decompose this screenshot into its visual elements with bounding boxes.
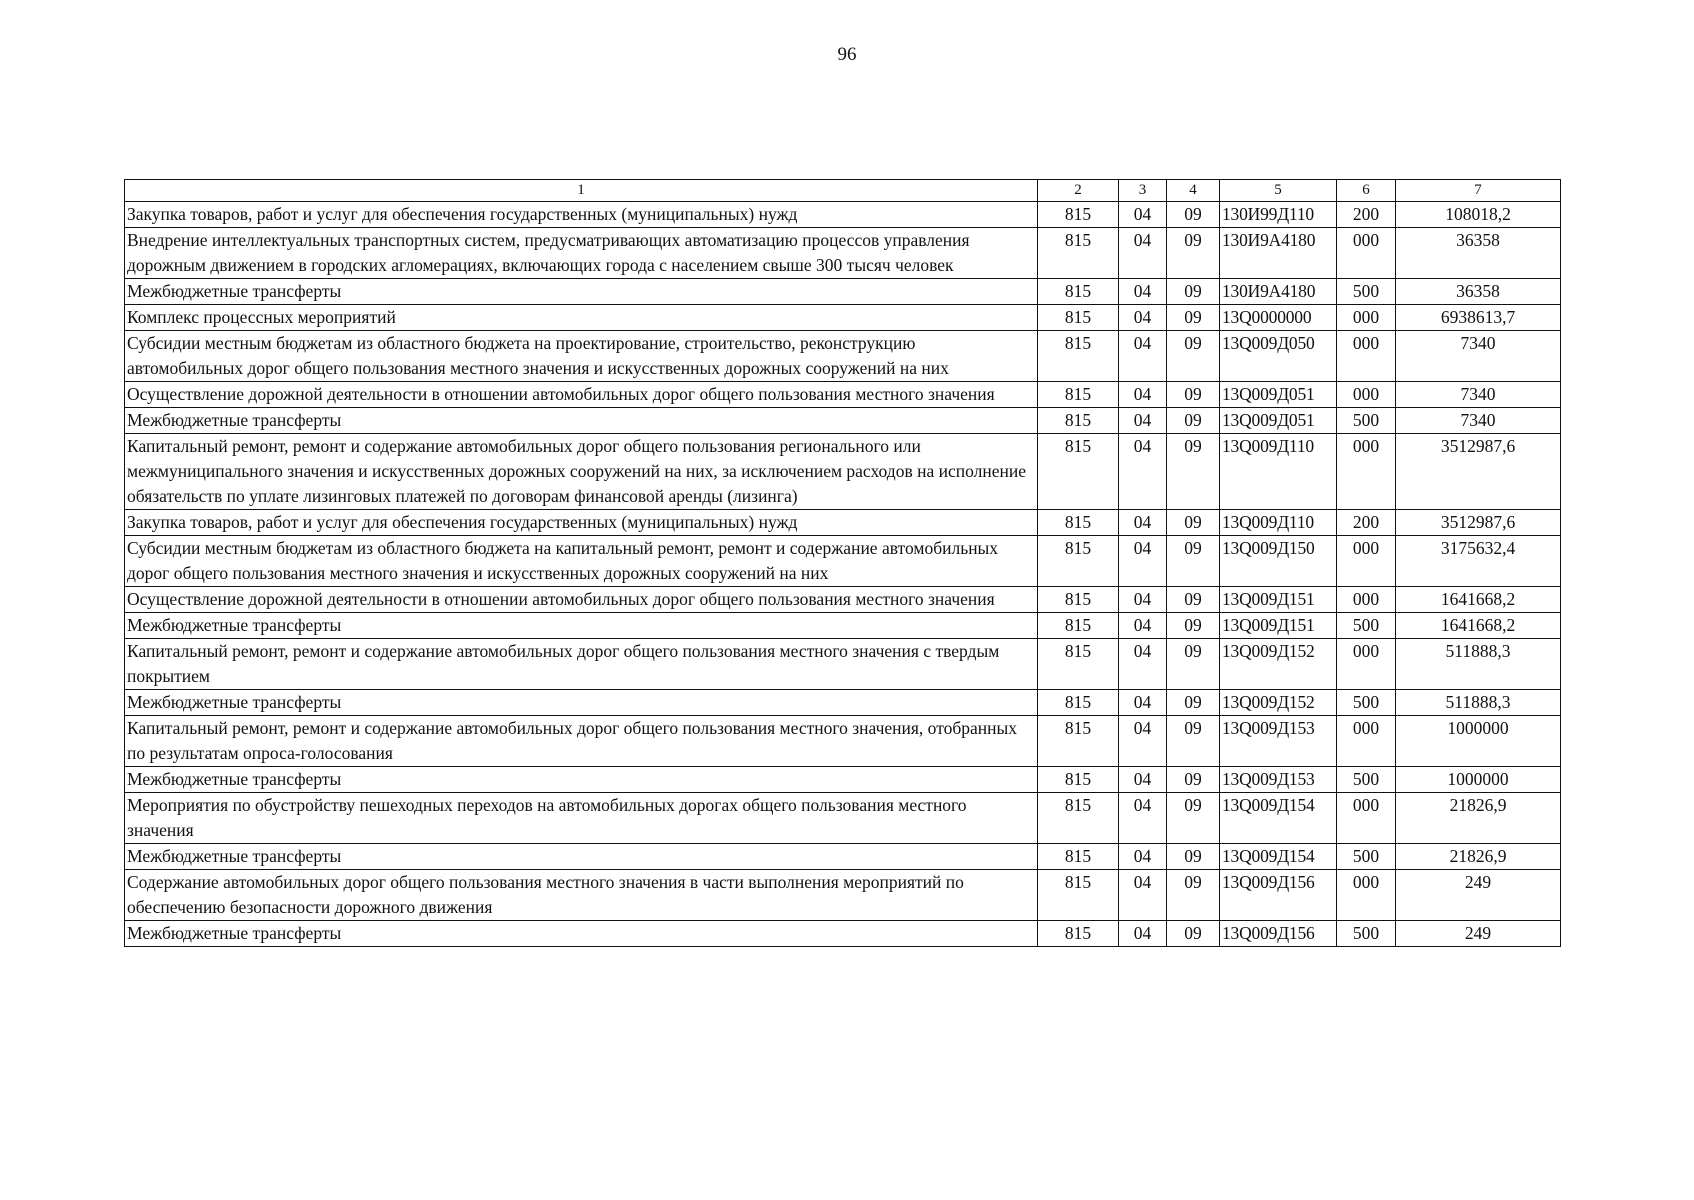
section-cell: 04 xyxy=(1119,305,1167,331)
expense-type-cell: 000 xyxy=(1337,716,1396,767)
amount-cell: 108018,2 xyxy=(1396,202,1561,228)
column-header: 2 xyxy=(1038,180,1119,202)
table-row xyxy=(125,716,1561,767)
ministry-code-cell: 815 xyxy=(1038,510,1119,536)
section-cell: 04 xyxy=(1119,228,1167,279)
amount-cell: 21826,9 xyxy=(1396,844,1561,870)
amount-cell: 3512987,6 xyxy=(1396,434,1561,510)
table-row xyxy=(125,690,1561,716)
ministry-code-cell: 815 xyxy=(1038,690,1119,716)
ministry-code-cell: 815 xyxy=(1038,870,1119,921)
target-article-cell: 13Q009Д051 xyxy=(1220,382,1337,408)
table-row xyxy=(125,408,1561,434)
expense-type-cell: 200 xyxy=(1337,202,1396,228)
expense-type-cell: 500 xyxy=(1337,279,1396,305)
subsection-cell: 09 xyxy=(1167,844,1220,870)
expense-name-cell: Межбюджетные трансферты xyxy=(125,690,1038,716)
table-row xyxy=(125,793,1561,844)
expense-name-cell: Осуществление дорожной деятельности в отношении автомобильных дорог общего пользования местного значения xyxy=(125,382,1038,408)
expense-name-cell: Субсидии местным бюджетам из областного бюджета на капитальный ремонт, ремонт и содержание автомобильных дорог общего пользования местного значения и искусственных дорожных сооружений на них xyxy=(125,536,1038,587)
subsection-cell: 09 xyxy=(1167,870,1220,921)
ministry-code-cell: 815 xyxy=(1038,202,1119,228)
amount-cell: 249 xyxy=(1396,870,1561,921)
table-row xyxy=(125,767,1561,793)
expense-type-cell: 000 xyxy=(1337,228,1396,279)
subsection-cell: 09 xyxy=(1167,767,1220,793)
expense-name-cell: Межбюджетные трансферты xyxy=(125,408,1038,434)
target-article-cell: 13Q009Д110 xyxy=(1220,510,1337,536)
expense-name-cell: Межбюджетные трансферты xyxy=(125,279,1038,305)
expense-type-cell: 500 xyxy=(1337,844,1396,870)
column-header: 1 xyxy=(125,180,1038,202)
column-header-row xyxy=(125,180,1561,202)
subsection-cell: 09 xyxy=(1167,305,1220,331)
amount-cell: 1000000 xyxy=(1396,716,1561,767)
section-cell: 04 xyxy=(1119,921,1167,947)
amount-cell: 1641668,2 xyxy=(1396,613,1561,639)
table-row xyxy=(125,587,1561,613)
expense-type-cell: 500 xyxy=(1337,690,1396,716)
expense-name-cell: Мероприятия по обустройству пешеходных переходов на автомобильных дорогах общего пользования местного значения xyxy=(125,793,1038,844)
subsection-cell: 09 xyxy=(1167,793,1220,844)
table-row xyxy=(125,279,1561,305)
expense-type-cell: 000 xyxy=(1337,870,1396,921)
table-row xyxy=(125,434,1561,510)
section-cell: 04 xyxy=(1119,767,1167,793)
table-row xyxy=(125,870,1561,921)
ministry-code-cell: 815 xyxy=(1038,587,1119,613)
table-row xyxy=(125,613,1561,639)
expense-type-cell: 000 xyxy=(1337,434,1396,510)
expense-type-cell: 000 xyxy=(1337,536,1396,587)
column-header: 5 xyxy=(1220,180,1337,202)
ministry-code-cell: 815 xyxy=(1038,536,1119,587)
expense-name-cell: Капитальный ремонт, ремонт и содержание автомобильных дорог общего пользования местного значения с твердым покрытием xyxy=(125,639,1038,690)
target-article-cell: 13Q009Д152 xyxy=(1220,639,1337,690)
ministry-code-cell: 815 xyxy=(1038,279,1119,305)
section-cell: 04 xyxy=(1119,844,1167,870)
expense-name-cell: Содержание автомобильных дорог общего пользования местного значения в части выполнения мероприятий по обеспечению безопасности дорожного движения xyxy=(125,870,1038,921)
subsection-cell: 09 xyxy=(1167,202,1220,228)
amount-cell: 3175632,4 xyxy=(1396,536,1561,587)
expense-type-cell: 000 xyxy=(1337,587,1396,613)
section-cell: 04 xyxy=(1119,536,1167,587)
ministry-code-cell: 815 xyxy=(1038,844,1119,870)
expense-name-cell: Осуществление дорожной деятельности в отношении автомобильных дорог общего пользования местного значения xyxy=(125,587,1038,613)
table-row xyxy=(125,921,1561,947)
budget-table xyxy=(124,179,1561,947)
amount-cell: 6938613,7 xyxy=(1396,305,1561,331)
expense-type-cell: 000 xyxy=(1337,639,1396,690)
target-article-cell: 13Q009Д150 xyxy=(1220,536,1337,587)
subsection-cell: 09 xyxy=(1167,716,1220,767)
section-cell: 04 xyxy=(1119,408,1167,434)
amount-cell: 36358 xyxy=(1396,228,1561,279)
target-article-cell: 13Q009Д151 xyxy=(1220,613,1337,639)
expense-type-cell: 500 xyxy=(1337,767,1396,793)
amount-cell: 7340 xyxy=(1396,408,1561,434)
amount-cell: 21826,9 xyxy=(1396,793,1561,844)
section-cell: 04 xyxy=(1119,690,1167,716)
target-article-cell: 130И9А4180 xyxy=(1220,279,1337,305)
ministry-code-cell: 815 xyxy=(1038,793,1119,844)
ministry-code-cell: 815 xyxy=(1038,434,1119,510)
column-header: 4 xyxy=(1167,180,1220,202)
expense-type-cell: 000 xyxy=(1337,793,1396,844)
amount-cell: 3512987,6 xyxy=(1396,510,1561,536)
expense-type-cell: 500 xyxy=(1337,613,1396,639)
subsection-cell: 09 xyxy=(1167,408,1220,434)
expense-type-cell: 000 xyxy=(1337,305,1396,331)
ministry-code-cell: 815 xyxy=(1038,305,1119,331)
target-article-cell: 130И99Д110 xyxy=(1220,202,1337,228)
table-body xyxy=(125,202,1561,947)
target-article-cell: 13Q009Д110 xyxy=(1220,434,1337,510)
expense-name-cell: Межбюджетные трансферты xyxy=(125,613,1038,639)
expense-type-cell: 500 xyxy=(1337,408,1396,434)
expense-name-cell: Капитальный ремонт, ремонт и содержание автомобильных дорог общего пользования регионального или межмуниципального значения и искусственных дорожных сооружений на них, за исключением расходов на исполнение обязательств по уплате лизинговых платежей по договорам финансовой аренды (лизинга) xyxy=(125,434,1038,510)
expense-name-cell: Межбюджетные трансферты xyxy=(125,921,1038,947)
subsection-cell: 09 xyxy=(1167,228,1220,279)
subsection-cell: 09 xyxy=(1167,510,1220,536)
table-row xyxy=(125,382,1561,408)
expense-name-cell: Закупка товаров, работ и услуг для обеспечения государственных (муниципальных) нужд xyxy=(125,202,1038,228)
subsection-cell: 09 xyxy=(1167,279,1220,305)
amount-cell: 36358 xyxy=(1396,279,1561,305)
target-article-cell: 13Q009Д050 xyxy=(1220,331,1337,382)
expense-name-cell: Комплекс процессных мероприятий xyxy=(125,305,1038,331)
subsection-cell: 09 xyxy=(1167,331,1220,382)
target-article-cell: 13Q009Д154 xyxy=(1220,793,1337,844)
column-header: 3 xyxy=(1119,180,1167,202)
expense-name-cell: Капитальный ремонт, ремонт и содержание автомобильных дорог общего пользования местного значения, отобранных по результатам опроса-голосования xyxy=(125,716,1038,767)
amount-cell: 511888,3 xyxy=(1396,639,1561,690)
amount-cell: 511888,3 xyxy=(1396,690,1561,716)
subsection-cell: 09 xyxy=(1167,613,1220,639)
target-article-cell: 13Q009Д153 xyxy=(1220,716,1337,767)
table-row xyxy=(125,331,1561,382)
table-row xyxy=(125,639,1561,690)
section-cell: 04 xyxy=(1119,434,1167,510)
expense-name-cell: Закупка товаров, работ и услуг для обеспечения государственных (муниципальных) нужд xyxy=(125,510,1038,536)
target-article-cell: 13Q009Д051 xyxy=(1220,408,1337,434)
section-cell: 04 xyxy=(1119,870,1167,921)
section-cell: 04 xyxy=(1119,279,1167,305)
table-row xyxy=(125,536,1561,587)
expense-name-cell: Межбюджетные трансферты xyxy=(125,767,1038,793)
expense-name-cell: Субсидии местным бюджетам из областного бюджета на проектирование, строительство, реконструкцию автомобильных дорог общего пользования местного значения и искусственных дорожных сооружений на них xyxy=(125,331,1038,382)
subsection-cell: 09 xyxy=(1167,921,1220,947)
section-cell: 04 xyxy=(1119,793,1167,844)
amount-cell: 249 xyxy=(1396,921,1561,947)
target-article-cell: 13Q0000000 xyxy=(1220,305,1337,331)
table-row xyxy=(125,202,1561,228)
table-row xyxy=(125,844,1561,870)
subsection-cell: 09 xyxy=(1167,382,1220,408)
ministry-code-cell: 815 xyxy=(1038,767,1119,793)
table-row xyxy=(125,228,1561,279)
subsection-cell: 09 xyxy=(1167,587,1220,613)
target-article-cell: 13Q009Д156 xyxy=(1220,921,1337,947)
section-cell: 04 xyxy=(1119,202,1167,228)
amount-cell: 1000000 xyxy=(1396,767,1561,793)
section-cell: 04 xyxy=(1119,510,1167,536)
column-header: 6 xyxy=(1337,180,1396,202)
expense-type-cell: 500 xyxy=(1337,921,1396,947)
column-header: 7 xyxy=(1396,180,1561,202)
expense-type-cell: 000 xyxy=(1337,331,1396,382)
ministry-code-cell: 815 xyxy=(1038,716,1119,767)
subsection-cell: 09 xyxy=(1167,690,1220,716)
section-cell: 04 xyxy=(1119,382,1167,408)
target-article-cell: 130И9А4180 xyxy=(1220,228,1337,279)
ministry-code-cell: 815 xyxy=(1038,408,1119,434)
section-cell: 04 xyxy=(1119,639,1167,690)
subsection-cell: 09 xyxy=(1167,434,1220,510)
expense-name-cell: Внедрение интеллектуальных транспортных систем, предусматривающих автоматизацию процессов управления дорожным движением в городских агломерациях, включающих города с населением свыше 300 тысяч человек xyxy=(125,228,1038,279)
amount-cell: 7340 xyxy=(1396,382,1561,408)
table-row xyxy=(125,305,1561,331)
subsection-cell: 09 xyxy=(1167,536,1220,587)
target-article-cell: 13Q009Д153 xyxy=(1220,767,1337,793)
section-cell: 04 xyxy=(1119,331,1167,382)
ministry-code-cell: 815 xyxy=(1038,382,1119,408)
table-row xyxy=(125,510,1561,536)
target-article-cell: 13Q009Д156 xyxy=(1220,870,1337,921)
expense-type-cell: 000 xyxy=(1337,382,1396,408)
section-cell: 04 xyxy=(1119,587,1167,613)
expense-name-cell: Межбюджетные трансферты xyxy=(125,844,1038,870)
subsection-cell: 09 xyxy=(1167,639,1220,690)
page-number: 96 xyxy=(837,44,857,65)
ministry-code-cell: 815 xyxy=(1038,613,1119,639)
ministry-code-cell: 815 xyxy=(1038,921,1119,947)
amount-cell: 1641668,2 xyxy=(1396,587,1561,613)
section-cell: 04 xyxy=(1119,613,1167,639)
expense-type-cell: 200 xyxy=(1337,510,1396,536)
target-article-cell: 13Q009Д152 xyxy=(1220,690,1337,716)
target-article-cell: 13Q009Д151 xyxy=(1220,587,1337,613)
section-cell: 04 xyxy=(1119,716,1167,767)
ministry-code-cell: 815 xyxy=(1038,639,1119,690)
ministry-code-cell: 815 xyxy=(1038,228,1119,279)
target-article-cell: 13Q009Д154 xyxy=(1220,844,1337,870)
ministry-code-cell: 815 xyxy=(1038,331,1119,382)
amount-cell: 7340 xyxy=(1396,331,1561,382)
